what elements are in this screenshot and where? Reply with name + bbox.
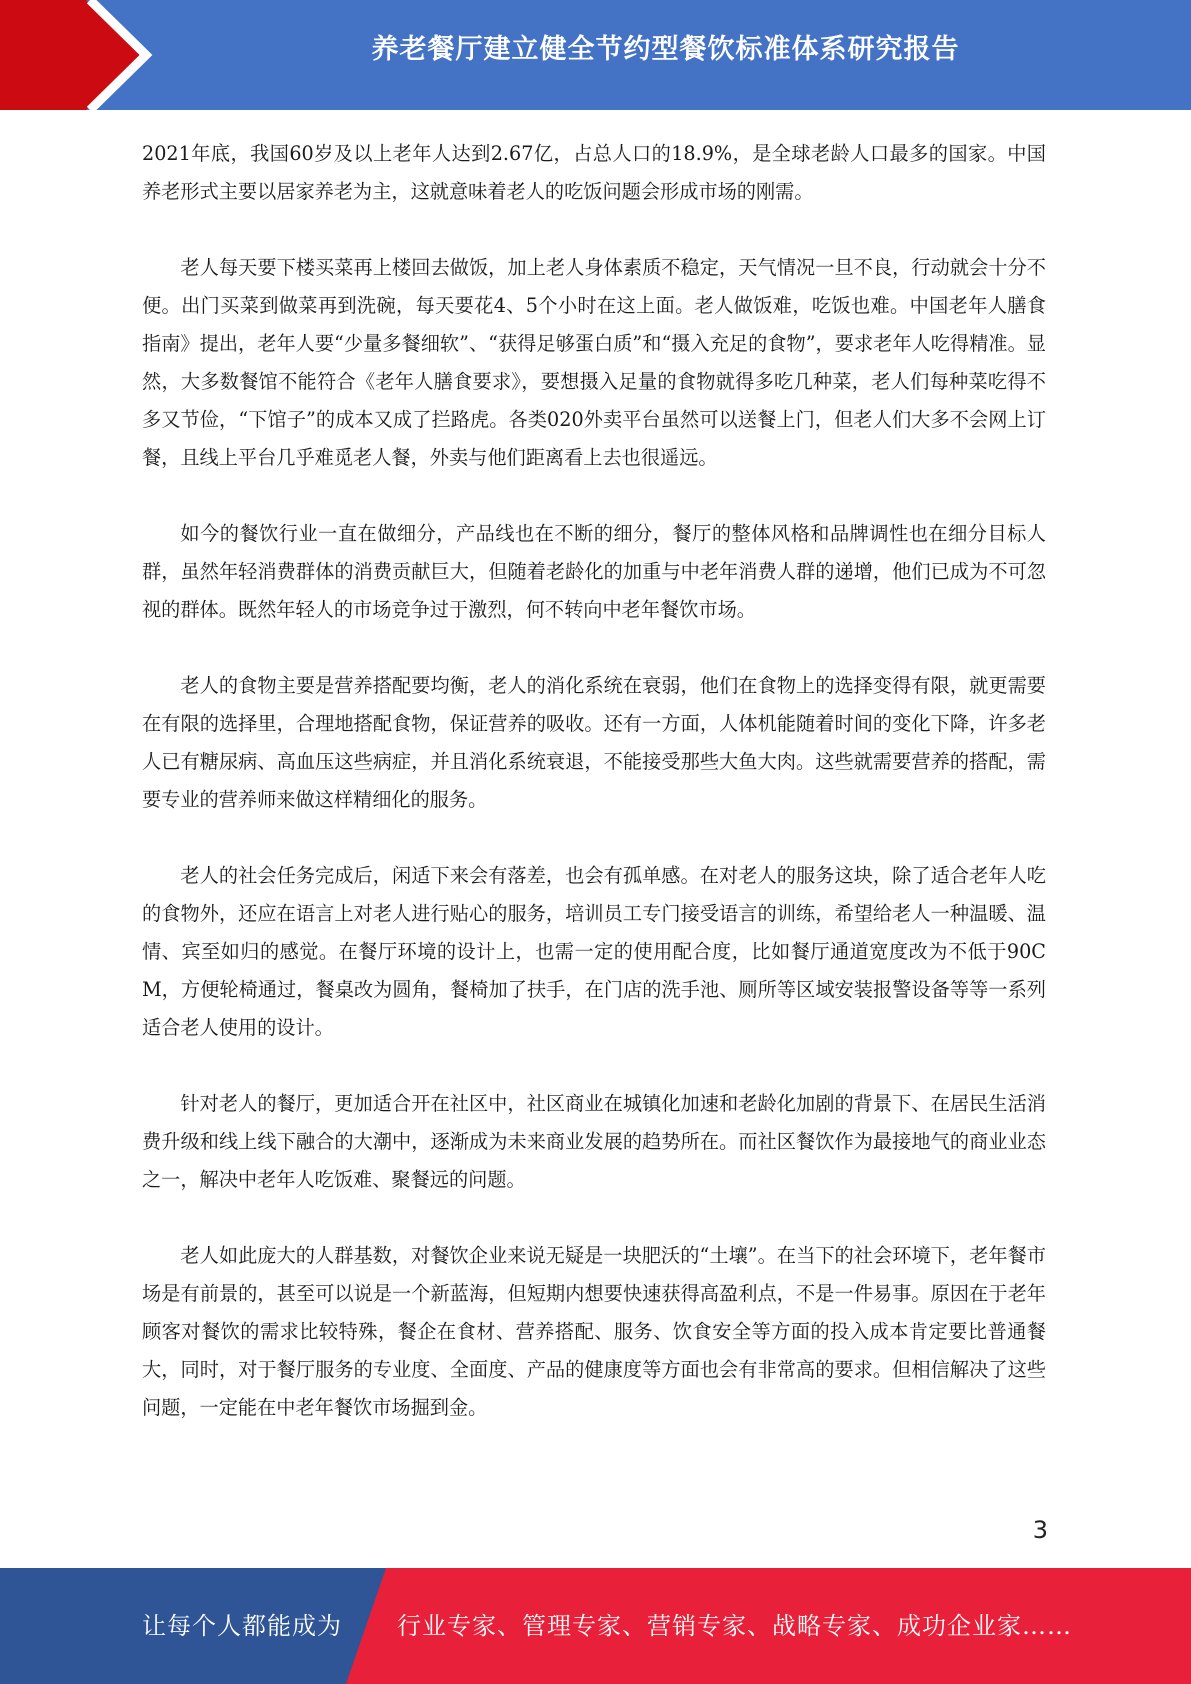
footer-slogan-left: 让每个人都能成为 xyxy=(142,1612,342,1640)
paragraph: 针对老人的餐厅，更加适合开在社区中，社区商业在城镇化加速和老龄化加剧的背景下、在居民生活消费升级和线上线下融合的大潮中，逐渐成为未来商业发展的趋势所在。而社区餐饮作为最接地气的商业业态之一，解决中老年人吃饭难、聚餐远的问题。 xyxy=(142,1092,1046,1191)
paragraph: 老人如此庞大的人群基数，对餐饮企业来说无疑是一块肥沃的“土壤”。在当下的社会环境下，老年餐市场是有前景的，甚至可以说是一个新蓝海，但短期内想要快速获得高盈利点，不是一件易事。原因在于老年顾客对餐饮的需求比较特殊，餐企在食材、营养搭配、服务、饮食安全等方面的投入成本肯定要比普通餐大，同时，对于餐厅服务的专业度、全面度、产品的健康度等方面也会有非常高的要求。但相信解决了这些问题，一定能在中老年餐饮市场掘到金。 xyxy=(142,1244,1046,1419)
header-banner xyxy=(0,0,1191,110)
page-number: 3 xyxy=(1032,1516,1048,1544)
report-body xyxy=(142,135,1046,1465)
paragraph: 老人的社会任务完成后，闲适下来会有落差，也会有孤单感。在对老人的服务这块，除了适合老年人吃的食物外，还应在语言上对老人进行贴心的服务，培训员工专门接受语言的训练，希望给老人一种温暖、温情、宾至如归的感觉。在餐厅环境的设计上，也需一定的使用配合度，比如餐厅通道宽度改为不低于90CM，方便轮椅通过，餐桌改为圆角，餐椅加了扶手，在门店的洗手池、厕所等区域安装报警设备等等一系列适合老人使用的设计。 xyxy=(142,864,1046,1039)
header-red-arrow xyxy=(0,0,142,110)
paragraph: 2021年底，我国60岁及以上老年人达到2.67亿，占总人口的18.9%，是全球老龄人口最多的国家。中国养老形式主要以居家养老为主，这就意味着老人的吃饭问题会形成市场的刚需。 xyxy=(142,142,1046,203)
footer-banner xyxy=(0,1568,1191,1684)
page-title: 养老餐厅建立健全节约型餐饮标准体系研究报告 xyxy=(371,34,960,65)
paragraph: 如今的餐饮行业一直在做细分，产品线也在不断的细分，餐厅的整体风格和品牌调性也在细分目标人群，虽然年轻消费群体的消费贡献巨大，但随着老龄化的加重与中老年消费人群的递增，他们已成为不可忽视的群体。既然年轻人的市场竞争过于激烈，何不转向中老年餐饮市场。 xyxy=(142,522,1046,621)
paragraph: 老人的食物主要是营养搭配要均衡，老人的消化系统在衰弱，他们在食物上的选择变得有限，就更需要在有限的选择里，合理地搭配食物，保证营养的吸收。还有一方面，人体机能随着时间的变化下降，许多老人已有糖尿病、高血压这些病症，并且消化系统衰退，不能接受那些大鱼大肉。这些就需要营养的搭配，需要专业的营养师来做这样精细化的服务。 xyxy=(142,674,1046,811)
header-arrow-decoration xyxy=(0,0,160,110)
footer-slogan-right: 行业专家、管理专家、营销专家、战略专家、成功企业家…… xyxy=(397,1612,1072,1640)
paragraph: 老人每天要下楼买菜再上楼回去做饭，加上老人身体素质不稳定，天气情况一旦不良，行动就会十分不便。出门买菜到做菜再到洗碗，每天要花4、5个小时在这上面。老人做饭难，吃饭也难。中国老年人膳食指南》提出，老年人要“少量多餐细软”、“获得足够蛋白质”和“摄入充足的食物”，要求老年人吃得精准。显然，大多数餐馆不能符合《老年人膳食要求》，要想摄入足量的食物就得多吃几种菜，老人们每种菜吃得不多又节俭，“下馆子”的成本又成了拦路虎。各类020外卖平台虽然可以送餐上门，但老人们大多不会网上订餐，且线上平台几乎难觅老人餐，外卖与他们距离看上去也很遥远。 xyxy=(142,256,1046,469)
